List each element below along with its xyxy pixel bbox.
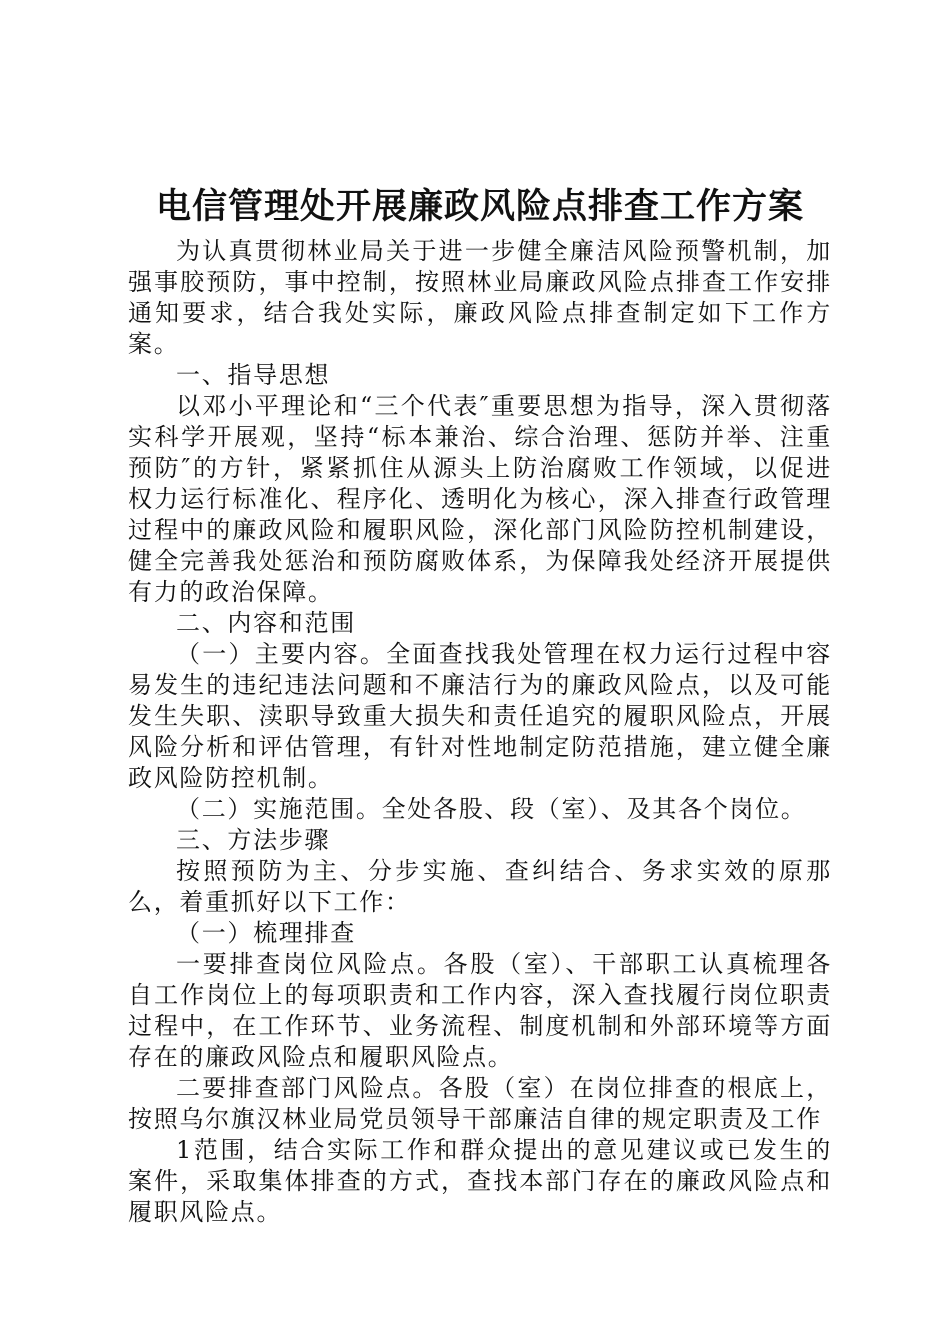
post-risk-paragraph: 一要排查岗位风险点。各股（室）、干部职工认真梳理各自工作岗位上的每项职责和工作内容，深入查找履行岗位职责过程中，在工作环节、业务流程、制度机制和外部环境等方面存在的廉政风险点和履职风险点。 xyxy=(128,950,832,1071)
document-title: 电信管理处开展廉政风险点排查工作方案 xyxy=(155,186,804,227)
subheading-sort-investigate: （一）梳理排查 xyxy=(176,919,356,947)
scope-paragraph: （二）实施范围。全处各股、段（室）、及其各个岗位。 xyxy=(176,795,807,823)
section-heading-content-scope: 二、内容和范围 xyxy=(176,609,356,637)
methods-intro-paragraph: 按照预防为主、分步实施、查纠结合、务求实效的原那么，着重抓好以下工作： xyxy=(128,857,832,916)
section-heading-guiding-thought: 一、指导思想 xyxy=(176,361,331,389)
guiding-thought-paragraph: 以邓小平理论和“三个代表″重要思想为指导，深入贯彻落实科学开展观，坚持“标本兼治、综合治理、惩防并举、注重预防″的方针，紧紧抓住从源头上防治腐败工作领域，以促进权力运行标准化、程序化、透明化为核心，深入排查行政管理过程中的廉政风险和履职风险，深化部门风险防控机制建设，健全完善我处惩治和预防腐败体系，为保障我处经济开展提供有力的政治保障。 xyxy=(128,392,832,606)
main-content-paragraph: （一）主要内容。全面查找我处管理在权力运行过程中容易发生的违纪违法问题和不廉洁行为的廉政风险点，以及可能发生失职、渎职导致重大损失和责任追究的履职风险点，开展风险分析和评估管理，有针对性地制定防范措施，建立健全廉政风险防控机制。 xyxy=(128,640,832,792)
department-risk-paragraph: 二要排查部门风险点。各股（室）在岗位排查的根底上，按照乌尔旗汉林业局党员领导干部廉洁自律的规定职责及工作 xyxy=(128,1074,832,1133)
intro-paragraph: 为认真贯彻林业局关于进一步健全廉洁风险预警机制，加强事胶预防，事中控制，按照林业局廉政风险点排查工作安排通知要求，结合我处实际，廉政风险点排查制定如下工作方案。 xyxy=(128,237,832,358)
section-heading-methods: 三、方法步骤 xyxy=(176,826,331,854)
document-page xyxy=(128,184,832,1228)
scope-continuation-paragraph: 1范围，结合实际工作和群众提出的意见建议或已发生的案件，采取集体排查的方式，查找本部门存在的廉政风险点和履职风险点。 xyxy=(128,1136,832,1226)
